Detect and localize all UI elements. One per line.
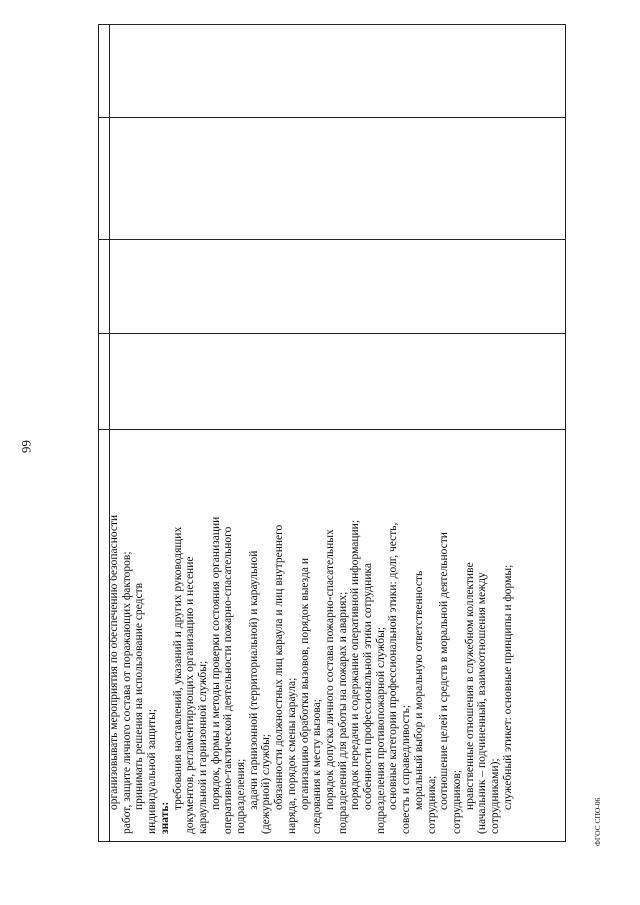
text-line: обязанности должностных лиц караула и лиц внутреннего bbox=[273, 524, 286, 810]
text-line: подразделения; bbox=[235, 758, 248, 834]
text-line: организацию обработки вызовов, порядок выезда и bbox=[298, 558, 311, 810]
text-line: сотрудниками); bbox=[489, 758, 502, 834]
text-line: работ, защите личного состава от поражающих факторов; bbox=[120, 551, 133, 834]
text-line: порядок передачи и содержание оперативной информации; bbox=[349, 519, 362, 810]
table-divider bbox=[99, 117, 565, 118]
text-line: совесть и справедливость; bbox=[400, 704, 413, 834]
page-number: 66 bbox=[19, 440, 34, 453]
text-line: особенности профессиональной этики сотрудника bbox=[362, 563, 375, 810]
text-line: (начальник – подчиненный, взаимоотношения между bbox=[476, 572, 489, 834]
text-line: основные категории профессиональной этики: долг, честь, bbox=[387, 522, 400, 810]
footer-code: ФГОС СПО-06 bbox=[593, 797, 602, 846]
text-line: нравственные отношения в служебном коллективе bbox=[463, 562, 476, 810]
text-line: документов, регламентирующих организацию и несение bbox=[184, 556, 197, 834]
text-line: требования наставлений, указаний и других руководящих bbox=[171, 526, 184, 810]
text-line: принимать решения на использование средств bbox=[133, 582, 146, 810]
text-line: знать: bbox=[158, 801, 171, 834]
text-line: подразделения противопожарной службы; bbox=[374, 626, 387, 834]
text-line: (дежурной) службы; bbox=[260, 733, 273, 834]
text-line: моральный выбор и моральную ответственность bbox=[412, 570, 425, 810]
text-line: наряда, порядок смены караула; bbox=[285, 677, 298, 834]
text-line: сотрудников; bbox=[450, 769, 463, 834]
text-line: служебный этикет: основные принципы и формы; bbox=[501, 564, 514, 810]
text-line: оперативно-тактической деятельности пожарно-спасательного bbox=[222, 526, 235, 834]
table-divider bbox=[99, 239, 565, 240]
table-divider bbox=[99, 333, 565, 334]
text-line: следования к месту вызова; bbox=[311, 699, 324, 834]
text-line: соотношение целей и средств в моральной деятельности bbox=[438, 532, 451, 810]
text-line: порядок допуска личного состава пожарно-спасательных bbox=[323, 529, 336, 810]
text-line: подразделений для работы на пожарах и авариях; bbox=[336, 591, 349, 834]
text-line: караульной и гарнизонной службы; bbox=[196, 660, 209, 834]
text-line: сотрудника; bbox=[425, 775, 438, 834]
requirements-text bbox=[108, 430, 515, 834]
text-line: индивидуальной защиты; bbox=[146, 708, 159, 834]
text-line: задачи гарнизонной (территориальной) и караульной bbox=[247, 550, 260, 810]
text-line: порядок, формы и методы проверки состояния организации bbox=[209, 516, 222, 810]
text-line: организовывать мероприятия по обеспечению безопасности bbox=[108, 514, 120, 810]
